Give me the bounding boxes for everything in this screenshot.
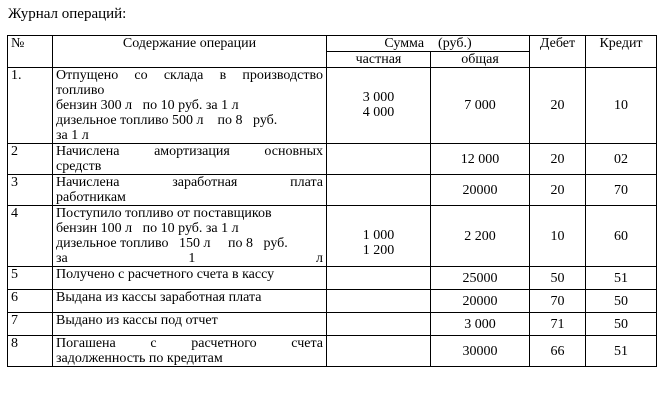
description-line: Выдана из кассы заработная плата <box>56 290 262 305</box>
total-value: 12 000 <box>431 144 530 175</box>
description-line: средств <box>56 159 102 174</box>
debit-value: 10 <box>530 206 586 267</box>
description-line: Начислена амортизация основных <box>56 144 323 159</box>
table-row <box>8 68 657 144</box>
total-value: 7 000 <box>431 68 530 144</box>
operation-description <box>53 290 327 313</box>
table-row <box>8 313 657 336</box>
header-debit: Дебет <box>530 36 586 68</box>
operation-description <box>53 175 327 206</box>
header-sum: Сумма (руб.) <box>327 36 530 52</box>
description-line: Получено с расчетного счета в кассу <box>56 267 275 282</box>
header-content: Содержание операции <box>53 36 327 68</box>
operation-description <box>53 206 327 267</box>
partial-sum <box>327 144 431 175</box>
journal-caption: Журнал операций: <box>8 6 127 22</box>
description-line: бензин 300 л по 10 руб. за 1 л <box>56 98 239 113</box>
description-line: за 1 л <box>56 251 323 266</box>
operation-description <box>53 336 327 367</box>
operations-journal-table <box>7 35 657 367</box>
total-value: 2 200 <box>431 206 530 267</box>
credit-value: 70 <box>586 175 657 206</box>
total-value: 3 000 <box>431 313 530 336</box>
partial-sum <box>327 206 431 267</box>
credit-value: 10 <box>586 68 657 144</box>
partial-value: 3 000 <box>362 90 395 105</box>
partial-sum <box>327 267 431 290</box>
partial-sum <box>327 68 431 144</box>
total-value: 20000 <box>431 290 530 313</box>
description-line: за 1 л <box>56 128 89 143</box>
operation-description <box>53 267 327 290</box>
partial-value: 1 200 <box>362 243 395 258</box>
description-line: Начислена заработная плата <box>56 175 323 190</box>
partial-value: 1 000 <box>362 228 395 243</box>
debit-value: 20 <box>530 175 586 206</box>
row-number: 8 <box>8 336 53 367</box>
description-line: работникам <box>56 190 126 205</box>
row-number: 4 <box>8 206 53 267</box>
partial-sum <box>327 175 431 206</box>
table-row <box>8 267 657 290</box>
credit-value: 51 <box>586 267 657 290</box>
description-line: Погашена с расчетного счета <box>56 336 323 351</box>
credit-value: 02 <box>586 144 657 175</box>
debit-value: 70 <box>530 290 586 313</box>
partial-sum <box>327 313 431 336</box>
row-number: 6 <box>8 290 53 313</box>
debit-value: 71 <box>530 313 586 336</box>
row-number: 2 <box>8 144 53 175</box>
description-line: задолженность по кредитам <box>56 351 223 366</box>
table-row <box>8 175 657 206</box>
partial-value: 4 000 <box>362 105 395 120</box>
row-number: 7 <box>8 313 53 336</box>
description-line: Поступило топливо от поставщиков <box>56 206 272 221</box>
table-row <box>8 144 657 175</box>
row-number: 1. <box>8 68 53 144</box>
debit-value: 50 <box>530 267 586 290</box>
row-number: 3 <box>8 175 53 206</box>
table-row <box>8 290 657 313</box>
debit-value: 20 <box>530 144 586 175</box>
total-value: 30000 <box>431 336 530 367</box>
header-total: общая <box>431 52 530 68</box>
header-num: № <box>8 36 53 68</box>
partial-sum <box>327 290 431 313</box>
description-line: бензин 100 л по 10 руб. за 1 л <box>56 221 239 236</box>
table-row <box>8 206 657 267</box>
credit-value: 51 <box>586 336 657 367</box>
partial-sum <box>327 336 431 367</box>
description-line: дизельное топливо 500 л по 8 руб. <box>56 113 278 128</box>
table-row <box>8 336 657 367</box>
header-partial: частная <box>327 52 431 68</box>
credit-value: 50 <box>586 313 657 336</box>
debit-value: 20 <box>530 68 586 144</box>
description-line: Выдано из кассы под отчет <box>56 313 218 328</box>
description-line: Отпущено со склада в производство <box>56 68 323 83</box>
header-row <box>8 36 657 52</box>
operation-description <box>53 144 327 175</box>
header-credit: Кредит <box>586 36 657 68</box>
row-number: 5 <box>8 267 53 290</box>
credit-value: 50 <box>586 290 657 313</box>
operation-description <box>53 313 327 336</box>
description-line: топливо <box>56 83 105 98</box>
total-value: 20000 <box>431 175 530 206</box>
description-line: дизельное топливо 150 л по 8 руб. <box>56 236 288 251</box>
operation-description <box>53 68 327 144</box>
credit-value: 60 <box>586 206 657 267</box>
total-value: 25000 <box>431 267 530 290</box>
debit-value: 66 <box>530 336 586 367</box>
